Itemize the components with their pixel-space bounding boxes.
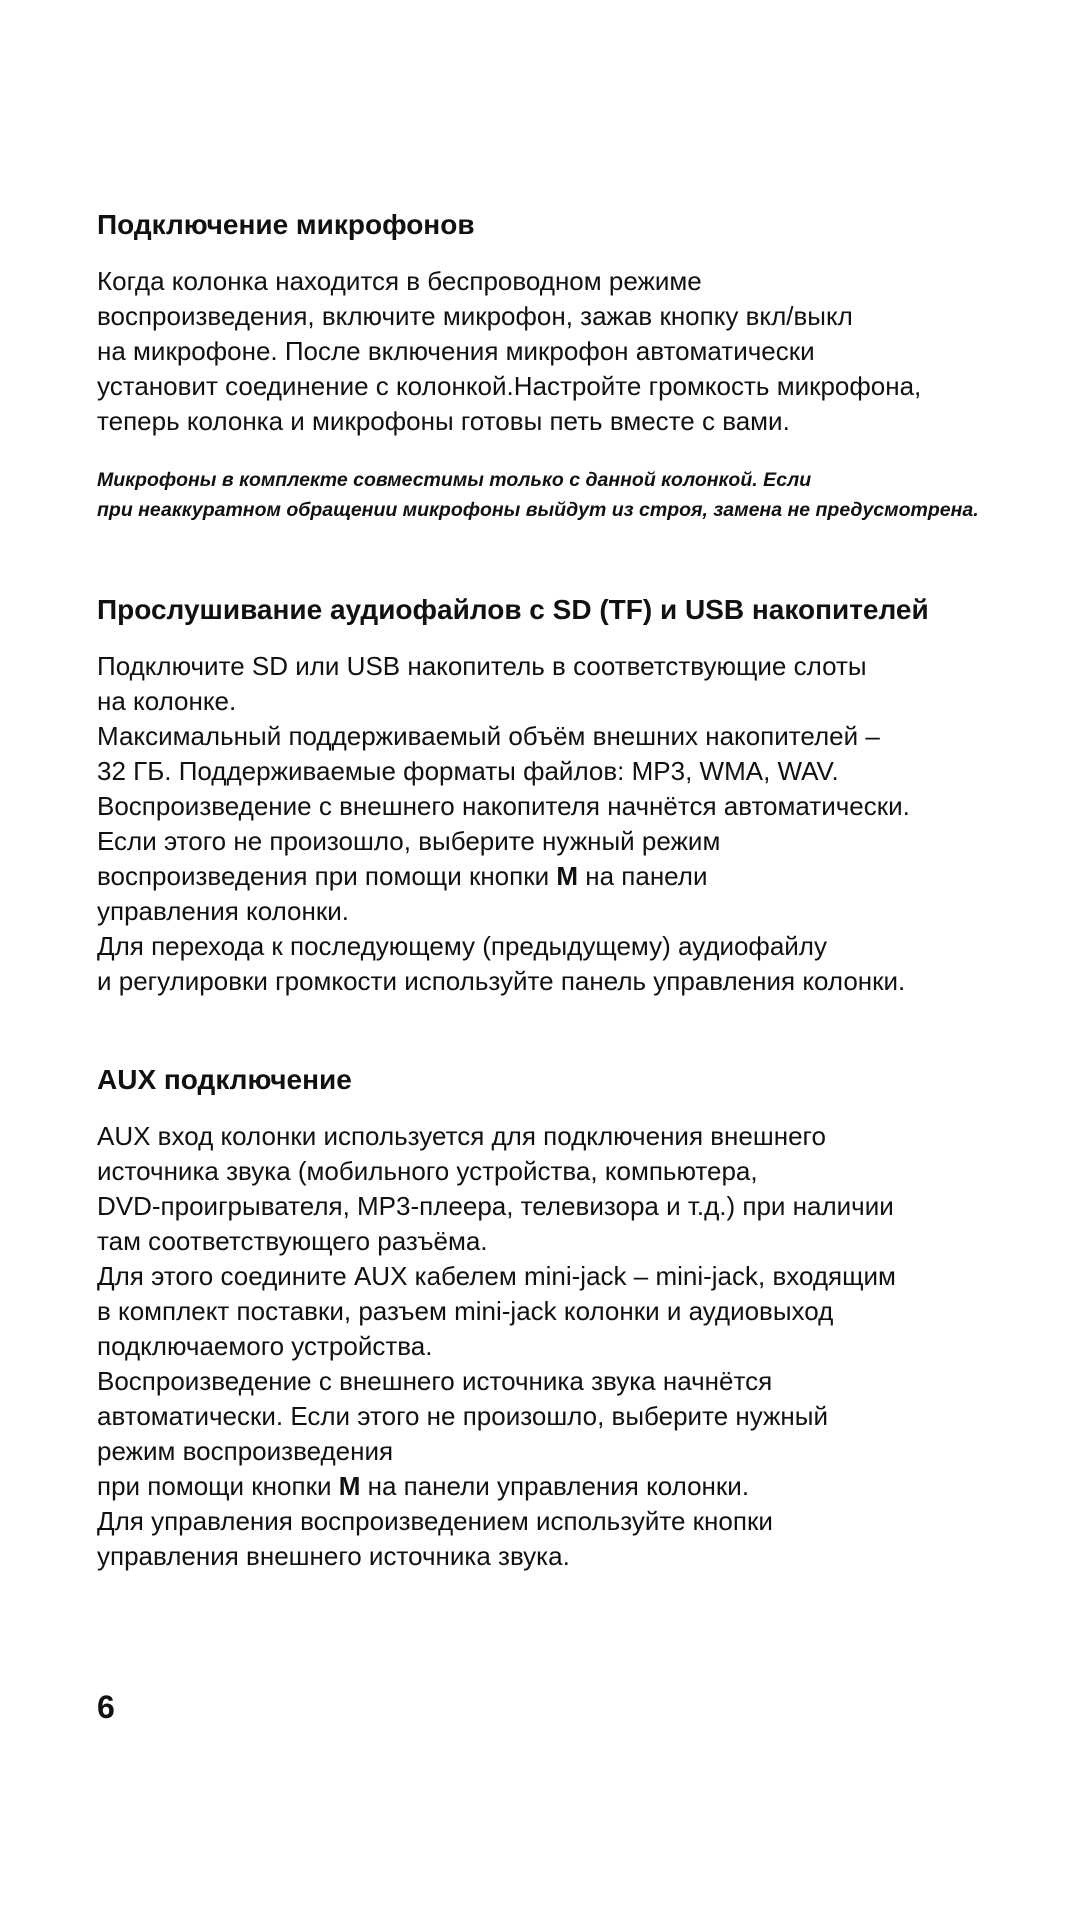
- mode-button-label: M: [338, 1471, 361, 1501]
- warning-note: [97, 465, 1017, 525]
- section-title: Прослушивание аудиофайлов с SD (TF) и USB накопителей: [97, 594, 929, 625]
- note-line: при неаккуратном обращении микрофоны выйдут из строя, замена не предусмотрена.: [97, 499, 979, 521]
- text-line: теперь колонка и микрофоны готовы петь вместе с вами.: [97, 406, 790, 436]
- text-line: на колонке.: [97, 686, 237, 716]
- text-line: [97, 859, 1017, 894]
- section-body: [97, 649, 1017, 999]
- mode-button-label: M: [556, 861, 579, 891]
- text-line: Воспроизведение с внешнего накопителя начнётся автоматически.: [97, 791, 910, 821]
- text-line: управления колонки.: [97, 896, 349, 926]
- text-line: установит соединение с колонкой.Настройте громкость микрофона,: [97, 371, 922, 401]
- text-line: Подключите SD или USB накопитель в соответствующие слоты: [97, 651, 867, 681]
- section-aux: [97, 1062, 1017, 1574]
- text-line: Если этого не произошло, выберите нужный режим: [97, 826, 721, 856]
- page-number: 6: [97, 1689, 115, 1725]
- text-line: и регулировки громкости используйте панель управления колонки.: [97, 966, 906, 996]
- text-line: автоматически. Если этого не произошло, выберите нужный: [97, 1401, 828, 1431]
- text-line: Максимальный поддерживаемый объём внешних накопителей –: [97, 721, 880, 751]
- text-line: DVD-проигрывателя, MP3-плеера, телевизора и т.д.) при наличии: [97, 1191, 894, 1221]
- text-line: Для перехода к последующему (предыдущему) аудиофайлу: [97, 931, 827, 961]
- text-line: на микрофоне. После включения микрофон автоматически: [97, 336, 815, 366]
- section-sd-usb: [97, 592, 1017, 999]
- text-line: AUX вход колонки используется для подключения внешнего: [97, 1121, 826, 1151]
- text-fragment: воспроизведения при помощи кнопки: [97, 861, 557, 891]
- text-line: 32 ГБ. Поддерживаемые форматы файлов: MP3, WMA, WAV.: [97, 756, 839, 786]
- text-line: подключаемого устройства.: [97, 1331, 433, 1361]
- text-fragment: на панели: [578, 861, 708, 891]
- text-line: управления внешнего источника звука.: [97, 1541, 570, 1571]
- text-line: [97, 1469, 1017, 1504]
- note-line: Микрофоны в комплекте совместимы только с данной колонкой. Если: [97, 469, 812, 491]
- text-line: Для управления воспроизведением используйте кнопки: [97, 1506, 773, 1536]
- text-fragment: на панели управления колонки.: [360, 1471, 750, 1501]
- text-line: источника звука (мобильного устройства, компьютера,: [97, 1156, 758, 1186]
- text-fragment: при помощи кнопки: [97, 1471, 339, 1501]
- text-line: Когда колонка находится в беспроводном режиме: [97, 266, 702, 296]
- text-line: там соответствующего разъёма.: [97, 1226, 488, 1256]
- text-line: Для этого соедините AUX кабелем mini-jack – mini-jack, входящим: [97, 1261, 896, 1291]
- text-line: воспроизведения, включите микрофон, зажав кнопку вкл/выкл: [97, 301, 853, 331]
- section-microphones: [97, 207, 1017, 525]
- section-title: Подключение микрофонов: [97, 209, 475, 240]
- text-line: в комплект поставки, разъем mini-jack колонки и аудиовыход: [97, 1296, 834, 1326]
- section-body: [97, 1119, 1017, 1574]
- section-body: [97, 264, 1017, 439]
- text-line: режим воспроизведения: [97, 1436, 394, 1466]
- section-title: AUX подключение: [97, 1064, 352, 1095]
- text-line: Воспроизведение с внешнего источника звука начнётся: [97, 1366, 773, 1396]
